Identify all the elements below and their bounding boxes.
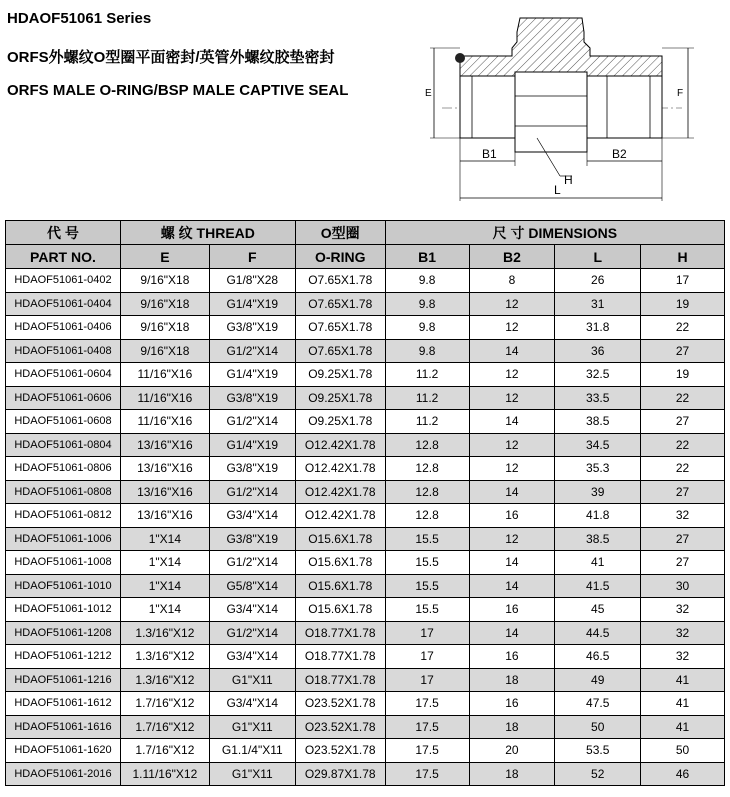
cell-thread-f: G1"X11 xyxy=(209,715,295,739)
cell-b1: 17.5 xyxy=(385,715,469,739)
cell-thread-e: 9/16"X18 xyxy=(120,339,209,363)
cell-o-ring: O23.52X1.78 xyxy=(295,692,385,716)
cell-b2: 18 xyxy=(469,668,555,692)
cell-b1: 15.5 xyxy=(385,598,469,622)
header-f: F xyxy=(209,245,295,269)
table-row xyxy=(6,574,725,598)
cell-part-no: HDAOF51061-1010 xyxy=(6,574,121,598)
cell-thread-e: 1.7/16"X12 xyxy=(120,739,209,763)
cell-h: 32 xyxy=(641,645,725,669)
chinese-title: ORFS外螺纹O型圈平面密封/英管外螺纹胶垫密封 xyxy=(7,49,335,66)
cell-l: 46.5 xyxy=(555,645,641,669)
cell-o-ring: O15.6X1.78 xyxy=(295,551,385,575)
table-row xyxy=(6,339,725,363)
cell-o-ring: O7.65X1.78 xyxy=(295,316,385,340)
cell-o-ring: O7.65X1.78 xyxy=(295,292,385,316)
cell-b1: 11.2 xyxy=(385,363,469,387)
cell-thread-e: 1"X14 xyxy=(120,574,209,598)
cell-b2: 12 xyxy=(469,527,555,551)
cell-b1: 15.5 xyxy=(385,574,469,598)
cell-part-no: HDAOF51061-1006 xyxy=(6,527,121,551)
cell-h: 46 xyxy=(641,762,725,786)
cell-l: 34.5 xyxy=(555,433,641,457)
cell-thread-f: G3/8"X19 xyxy=(209,457,295,481)
cell-thread-f: G3/4"X14 xyxy=(209,504,295,528)
cell-l: 41.8 xyxy=(555,504,641,528)
cell-b2: 12 xyxy=(469,457,555,481)
cell-b2: 14 xyxy=(469,339,555,363)
table-row xyxy=(6,480,725,504)
cell-h: 22 xyxy=(641,433,725,457)
cell-l: 44.5 xyxy=(555,621,641,645)
cell-thread-e: 1"X14 xyxy=(120,527,209,551)
cell-part-no: HDAOF51061-1620 xyxy=(6,739,121,763)
label-f: F xyxy=(677,88,684,99)
cell-part-no: HDAOF51061-1212 xyxy=(6,645,121,669)
cell-l: 31 xyxy=(555,292,641,316)
cell-b2: 14 xyxy=(469,621,555,645)
cell-thread-e: 11/16"X16 xyxy=(120,363,209,387)
cell-thread-e: 1.7/16"X12 xyxy=(120,692,209,716)
cell-o-ring: O29.87X1.78 xyxy=(295,762,385,786)
cell-b2: 12 xyxy=(469,433,555,457)
cell-part-no: HDAOF51061-0808 xyxy=(6,480,121,504)
cell-b2: 12 xyxy=(469,386,555,410)
header-thread: 螺 纹 THREAD xyxy=(120,221,295,245)
cell-o-ring: O15.6X1.78 xyxy=(295,574,385,598)
table-row xyxy=(6,645,725,669)
header-dimensions: 尺 寸 DIMENSIONS xyxy=(385,221,724,245)
cell-part-no: HDAOF51061-0606 xyxy=(6,386,121,410)
cell-h: 19 xyxy=(641,292,725,316)
cell-thread-e: 13/16"X16 xyxy=(120,457,209,481)
cell-part-no: HDAOF51061-0804 xyxy=(6,433,121,457)
cell-l: 36 xyxy=(555,339,641,363)
cell-b2: 16 xyxy=(469,598,555,622)
cell-thread-f: G1/2"X14 xyxy=(209,551,295,575)
cell-b1: 17.5 xyxy=(385,739,469,763)
cell-b1: 15.5 xyxy=(385,551,469,575)
cell-o-ring: O18.77X1.78 xyxy=(295,645,385,669)
cell-b2: 20 xyxy=(469,739,555,763)
cell-thread-f: G3/8"X19 xyxy=(209,316,295,340)
cell-b1: 12.8 xyxy=(385,504,469,528)
table-row xyxy=(6,598,725,622)
cell-thread-e: 1.11/16"X12 xyxy=(120,762,209,786)
cell-l: 38.5 xyxy=(555,527,641,551)
table-row xyxy=(6,762,725,786)
cell-thread-e: 1"X14 xyxy=(120,598,209,622)
cell-b1: 17.5 xyxy=(385,762,469,786)
cell-part-no: HDAOF51061-2016 xyxy=(6,762,121,786)
label-l: L xyxy=(554,183,561,197)
cell-part-no: HDAOF51061-0812 xyxy=(6,504,121,528)
cell-part-no: HDAOF51061-0406 xyxy=(6,316,121,340)
header-h: H xyxy=(641,245,725,269)
table-row xyxy=(6,269,725,293)
cell-b1: 12.8 xyxy=(385,457,469,481)
table-row xyxy=(6,292,725,316)
cell-b1: 9.8 xyxy=(385,269,469,293)
cell-h: 32 xyxy=(641,598,725,622)
cell-thread-f: G5/8"X14 xyxy=(209,574,295,598)
label-h: H xyxy=(564,173,573,187)
header-b2: B2 xyxy=(469,245,555,269)
series-title: HDAOF51061 Series xyxy=(7,10,152,27)
cell-l: 26 xyxy=(555,269,641,293)
fitting-technical-drawing xyxy=(412,6,712,211)
dimensions-table xyxy=(5,220,725,786)
header-row-bottom xyxy=(6,245,725,269)
cell-b2: 8 xyxy=(469,269,555,293)
english-title: ORFS MALE O-RING/BSP MALE CAPTIVE SEAL xyxy=(7,82,349,99)
cell-part-no: HDAOF51061-1208 xyxy=(6,621,121,645)
header-row-top xyxy=(6,221,725,245)
cell-b2: 14 xyxy=(469,480,555,504)
cell-b2: 12 xyxy=(469,316,555,340)
table-row xyxy=(6,527,725,551)
cell-b1: 9.8 xyxy=(385,316,469,340)
cell-thread-e: 13/16"X16 xyxy=(120,433,209,457)
cell-l: 38.5 xyxy=(555,410,641,434)
header-e: E xyxy=(120,245,209,269)
table-row xyxy=(6,692,725,716)
cell-o-ring: O12.42X1.78 xyxy=(295,457,385,481)
cell-b1: 11.2 xyxy=(385,410,469,434)
cell-part-no: HDAOF51061-0608 xyxy=(6,410,121,434)
cell-b1: 15.5 xyxy=(385,527,469,551)
cell-thread-f: G3/4"X14 xyxy=(209,645,295,669)
cell-o-ring: O12.42X1.78 xyxy=(295,480,385,504)
cell-part-no: HDAOF51061-0408 xyxy=(6,339,121,363)
cell-part-no: HDAOF51061-0402 xyxy=(6,269,121,293)
cell-b1: 12.8 xyxy=(385,480,469,504)
header-oring-cn: O型圈 xyxy=(295,221,385,245)
cell-o-ring: O9.25X1.78 xyxy=(295,363,385,387)
cell-thread-f: G3/4"X14 xyxy=(209,692,295,716)
cell-b2: 16 xyxy=(469,645,555,669)
cell-o-ring: O18.77X1.78 xyxy=(295,621,385,645)
table-row xyxy=(6,457,725,481)
cell-o-ring: O23.52X1.78 xyxy=(295,739,385,763)
cell-thread-f: G1/4"X19 xyxy=(209,433,295,457)
cell-part-no: HDAOF51061-1216 xyxy=(6,668,121,692)
cell-o-ring: O15.6X1.78 xyxy=(295,527,385,551)
cell-thread-e: 1.3/16"X12 xyxy=(120,645,209,669)
cell-b1: 11.2 xyxy=(385,386,469,410)
cell-thread-e: 13/16"X16 xyxy=(120,480,209,504)
cell-thread-e: 9/16"X18 xyxy=(120,292,209,316)
cell-o-ring: O9.25X1.78 xyxy=(295,410,385,434)
cell-thread-f: G1/2"X14 xyxy=(209,480,295,504)
header-code: 代 号 xyxy=(6,221,121,245)
cell-l: 45 xyxy=(555,598,641,622)
cell-o-ring: O23.52X1.78 xyxy=(295,715,385,739)
table-row xyxy=(6,410,725,434)
table-row xyxy=(6,739,725,763)
cell-thread-e: 13/16"X16 xyxy=(120,504,209,528)
cell-part-no: HDAOF51061-0806 xyxy=(6,457,121,481)
cell-b2: 16 xyxy=(469,692,555,716)
cell-part-no: HDAOF51061-1612 xyxy=(6,692,121,716)
cell-h: 27 xyxy=(641,410,725,434)
cell-o-ring: O9.25X1.78 xyxy=(295,386,385,410)
cell-b2: 16 xyxy=(469,504,555,528)
cell-h: 50 xyxy=(641,739,725,763)
cell-h: 19 xyxy=(641,363,725,387)
cell-thread-f: G3/4"X14 xyxy=(209,598,295,622)
cell-thread-e: 11/16"X16 xyxy=(120,410,209,434)
cell-h: 17 xyxy=(641,269,725,293)
cell-o-ring: O15.6X1.78 xyxy=(295,598,385,622)
cell-thread-f: G1/2"X14 xyxy=(209,339,295,363)
cell-l: 53.5 xyxy=(555,739,641,763)
cell-b2: 18 xyxy=(469,715,555,739)
table-row xyxy=(6,504,725,528)
cell-l: 31.8 xyxy=(555,316,641,340)
cell-o-ring: O18.77X1.78 xyxy=(295,668,385,692)
cell-l: 52 xyxy=(555,762,641,786)
cell-thread-f: G1/8"X28 xyxy=(209,269,295,293)
cell-l: 33.5 xyxy=(555,386,641,410)
cell-b1: 9.8 xyxy=(385,292,469,316)
cell-thread-e: 1.3/16"X12 xyxy=(120,668,209,692)
header-part-no: PART NO. xyxy=(6,245,121,269)
header-l: L xyxy=(555,245,641,269)
cell-l: 41 xyxy=(555,551,641,575)
cell-b2: 12 xyxy=(469,363,555,387)
cell-thread-e: 11/16"X16 xyxy=(120,386,209,410)
label-e: E xyxy=(425,88,432,99)
table-row xyxy=(6,433,725,457)
cell-o-ring: O7.65X1.78 xyxy=(295,269,385,293)
cell-thread-e: 1.7/16"X12 xyxy=(120,715,209,739)
cell-h: 27 xyxy=(641,339,725,363)
cell-part-no: HDAOF51061-1012 xyxy=(6,598,121,622)
cell-o-ring: O12.42X1.78 xyxy=(295,504,385,528)
cell-h: 27 xyxy=(641,527,725,551)
table-row xyxy=(6,715,725,739)
label-b2: B2 xyxy=(612,147,627,161)
cell-part-no: HDAOF51061-0604 xyxy=(6,363,121,387)
table-row xyxy=(6,316,725,340)
header-b1: B1 xyxy=(385,245,469,269)
cell-part-no: HDAOF51061-1008 xyxy=(6,551,121,575)
cell-h: 22 xyxy=(641,457,725,481)
cell-h: 32 xyxy=(641,621,725,645)
cell-thread-f: G1"X11 xyxy=(209,762,295,786)
cell-l: 39 xyxy=(555,480,641,504)
cell-part-no: HDAOF51061-1616 xyxy=(6,715,121,739)
cell-h: 41 xyxy=(641,715,725,739)
cell-h: 22 xyxy=(641,386,725,410)
label-b1: B1 xyxy=(482,147,497,161)
cell-h: 30 xyxy=(641,574,725,598)
cell-thread-f: G3/8"X19 xyxy=(209,527,295,551)
cell-thread-e: 1.3/16"X12 xyxy=(120,621,209,645)
cell-o-ring: O12.42X1.78 xyxy=(295,433,385,457)
cell-b1: 17 xyxy=(385,668,469,692)
cell-h: 27 xyxy=(641,551,725,575)
cell-thread-f: G3/8"X19 xyxy=(209,386,295,410)
cell-thread-f: G1/4"X19 xyxy=(209,292,295,316)
table-row xyxy=(6,363,725,387)
cell-thread-e: 9/16"X18 xyxy=(120,316,209,340)
cell-thread-f: G1"X11 xyxy=(209,668,295,692)
cell-thread-f: G1/2"X14 xyxy=(209,621,295,645)
cell-h: 27 xyxy=(641,480,725,504)
cell-thread-e: 9/16"X18 xyxy=(120,269,209,293)
cell-b2: 14 xyxy=(469,574,555,598)
cell-b2: 14 xyxy=(469,551,555,575)
cell-b1: 17.5 xyxy=(385,692,469,716)
cell-h: 32 xyxy=(641,504,725,528)
cell-thread-f: G1/4"X19 xyxy=(209,363,295,387)
cell-l: 49 xyxy=(555,668,641,692)
cell-h: 41 xyxy=(641,668,725,692)
cell-h: 22 xyxy=(641,316,725,340)
cell-thread-f: G1/2"X14 xyxy=(209,410,295,434)
cell-b2: 12 xyxy=(469,292,555,316)
cell-o-ring: O7.65X1.78 xyxy=(295,339,385,363)
cell-l: 41.5 xyxy=(555,574,641,598)
cell-l: 35.3 xyxy=(555,457,641,481)
cell-h: 41 xyxy=(641,692,725,716)
cell-b1: 17 xyxy=(385,645,469,669)
cell-l: 50 xyxy=(555,715,641,739)
cell-b1: 17 xyxy=(385,621,469,645)
table-row xyxy=(6,621,725,645)
cell-b2: 14 xyxy=(469,410,555,434)
cell-b1: 12.8 xyxy=(385,433,469,457)
table-row xyxy=(6,551,725,575)
cell-thread-f: G1.1/4"X11 xyxy=(209,739,295,763)
header-oring: O-RING xyxy=(295,245,385,269)
cell-b1: 9.8 xyxy=(385,339,469,363)
table-row xyxy=(6,386,725,410)
cell-l: 32.5 xyxy=(555,363,641,387)
cell-l: 47.5 xyxy=(555,692,641,716)
cell-b2: 18 xyxy=(469,762,555,786)
cell-thread-e: 1"X14 xyxy=(120,551,209,575)
cell-part-no: HDAOF51061-0404 xyxy=(6,292,121,316)
table-row xyxy=(6,668,725,692)
